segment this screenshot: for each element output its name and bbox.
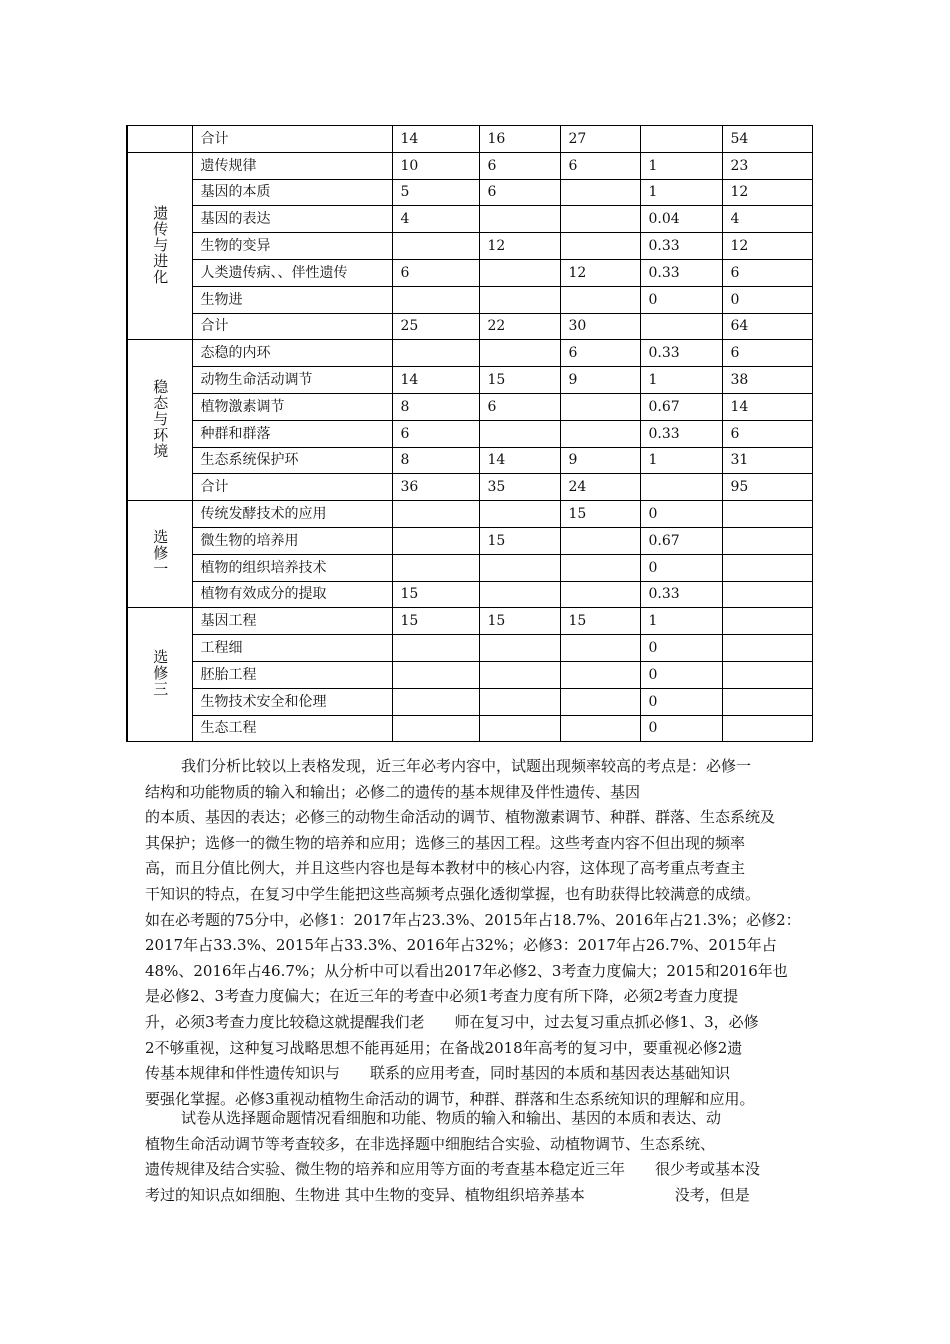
- value-cell: 0.33: [640, 420, 722, 447]
- value-cell: [560, 420, 640, 447]
- table-row: [127, 206, 812, 233]
- value-cell: 0: [640, 715, 722, 742]
- value-cell: 5: [392, 179, 479, 206]
- value-cell: 25: [392, 313, 479, 340]
- value-cell: 1: [640, 367, 722, 394]
- value-cell: [479, 501, 560, 528]
- value-cell: [560, 286, 640, 313]
- value-cell: [560, 527, 640, 554]
- value-cell: 0.33: [640, 233, 722, 260]
- value-cell: 0.04: [640, 206, 722, 233]
- value-cell: 0: [640, 286, 722, 313]
- value-cell: [560, 635, 640, 662]
- topic-cell: 植物的组织培养技术: [192, 554, 392, 581]
- value-cell: 6: [722, 420, 812, 447]
- table-row: [127, 447, 812, 474]
- topic-cell: 植物有效成分的提取: [192, 581, 392, 608]
- table-row: [127, 474, 812, 501]
- value-cell: [722, 715, 812, 742]
- value-cell: 9: [560, 367, 640, 394]
- value-cell: [640, 126, 722, 153]
- value-cell: 6: [560, 340, 640, 367]
- paragraph-line: 结构和功能物质的输入和输出；必修二的遗传的基本规律及伴性遗传、基因: [145, 782, 641, 801]
- value-cell: 12: [560, 259, 640, 286]
- paragraph-line: 2不够重视，这种复习战略思想不能再延用；在备战2018年高考的复习中，要重视必修2遗: [145, 1038, 743, 1057]
- section-label: [127, 126, 192, 153]
- value-cell: 23: [722, 152, 812, 179]
- value-cell: [640, 474, 722, 501]
- topic-cell: 合计: [192, 313, 392, 340]
- table-row: [127, 259, 812, 286]
- value-cell: [392, 661, 479, 688]
- value-cell: 16: [479, 126, 560, 153]
- value-cell: [560, 581, 640, 608]
- paragraph-line: 的本质、基因的表达；必修三的动物生命活动的调节、植物激素调节、种群、群落、生态系统及: [145, 808, 776, 827]
- value-cell: 0.67: [640, 393, 722, 420]
- value-cell: [722, 527, 812, 554]
- table-row: [127, 635, 812, 662]
- value-cell: [392, 635, 479, 662]
- value-cell: 27: [560, 126, 640, 153]
- value-cell: 0: [640, 661, 722, 688]
- value-cell: [560, 179, 640, 206]
- value-cell: [479, 340, 560, 367]
- value-cell: 36: [392, 474, 479, 501]
- value-cell: [560, 661, 640, 688]
- value-cell: 0.33: [640, 340, 722, 367]
- paragraph-line: 要强化掌握。必修3重视动植物生命活动的调节，种群、群落和生态系统知识的理解和应用。: [145, 1089, 755, 1108]
- value-cell: [479, 715, 560, 742]
- section-label-text: 稳态与环境: [151, 378, 170, 459]
- value-cell: 15: [560, 608, 640, 635]
- topic-cell: 生物技术安全和伦理: [192, 688, 392, 715]
- value-cell: [392, 554, 479, 581]
- value-cell: [640, 313, 722, 340]
- value-cell: 0.67: [640, 527, 722, 554]
- table-row: [127, 340, 812, 367]
- value-cell: 0.33: [640, 581, 722, 608]
- topic-cell: 胚胎工程: [192, 661, 392, 688]
- value-cell: 0: [640, 688, 722, 715]
- value-cell: 8: [392, 393, 479, 420]
- paragraph-line: 高，而且分值比例大，并且这些内容也是每本教材中的核心内容，这体现了高考重点考查主: [145, 859, 746, 878]
- value-cell: [479, 286, 560, 313]
- value-cell: 38: [722, 367, 812, 394]
- value-cell: [479, 661, 560, 688]
- value-cell: [560, 715, 640, 742]
- value-cell: [479, 259, 560, 286]
- table-row: [127, 179, 812, 206]
- value-cell: 22: [479, 313, 560, 340]
- value-cell: 0.33: [640, 259, 722, 286]
- value-cell: [392, 688, 479, 715]
- value-cell: 15: [479, 527, 560, 554]
- value-cell: 24: [560, 474, 640, 501]
- topic-cell: 动物生命活动调节: [192, 367, 392, 394]
- value-cell: [722, 581, 812, 608]
- value-cell: 14: [479, 447, 560, 474]
- value-cell: 1: [640, 179, 722, 206]
- value-cell: 0: [722, 286, 812, 313]
- value-cell: 14: [722, 393, 812, 420]
- value-cell: [722, 688, 812, 715]
- paragraph-line: 试卷从选择题命题情况看细胞和功能、物质的输入和输出、基因的本质和表达、动: [181, 1109, 722, 1127]
- value-cell: [722, 554, 812, 581]
- topic-cell: 种群和群落: [192, 420, 392, 447]
- table-row: [127, 286, 812, 313]
- value-cell: 15: [560, 501, 640, 528]
- topic-cell: 基因的本质: [192, 179, 392, 206]
- table-row: [127, 661, 812, 688]
- paragraph-line: 遗传规律及结合实验、微生物的培养和应用等方面的考查基本稳定近三年 很少考或基本没: [145, 1160, 761, 1179]
- topic-cell: 生物进: [192, 286, 392, 313]
- topic-cell: 微生物的培养用: [192, 527, 392, 554]
- table-row: [127, 554, 812, 581]
- value-cell: 35: [479, 474, 560, 501]
- topic-cell: 合计: [192, 126, 392, 153]
- value-cell: [560, 393, 640, 420]
- paragraph-line: 植物生命活动调节等考查较多，在非选择题中细胞结合实验、动植物调节、生态系统、: [145, 1134, 716, 1153]
- value-cell: [560, 233, 640, 260]
- value-cell: [722, 501, 812, 528]
- value-cell: 9: [560, 447, 640, 474]
- value-cell: 0: [640, 554, 722, 581]
- paragraph-line: 考过的知识点如细胞、生物进 其中生物的变异、植物组织培养基本 没考，但是: [145, 1185, 750, 1204]
- value-cell: 12: [722, 179, 812, 206]
- paragraph-line: 我们分析比较以上表格发现，近三年必考内容中，试题出现频率较高的考点是：必修一: [181, 757, 752, 775]
- value-cell: [392, 501, 479, 528]
- paragraph-line: 升，必须3考查力度比较稳这就提醒我们老 师在复习中，过去复习重点抓必修1、3，必修: [145, 1012, 759, 1031]
- table-row: [127, 608, 812, 635]
- value-cell: 15: [479, 367, 560, 394]
- table-row: [127, 715, 812, 742]
- value-cell: [722, 635, 812, 662]
- section-label: [127, 501, 192, 608]
- topic-cell: 基因的表达: [192, 206, 392, 233]
- exam-statistics-table: [126, 125, 813, 742]
- value-cell: 6: [392, 259, 479, 286]
- value-cell: 14: [392, 367, 479, 394]
- value-cell: 54: [722, 126, 812, 153]
- value-cell: 0: [640, 635, 722, 662]
- value-cell: [560, 206, 640, 233]
- section-label: [127, 340, 192, 501]
- value-cell: 31: [722, 447, 812, 474]
- paragraph-line: 48%、2016年占46.7%；从分析中可以看出2017年必修2、3考查力度偏大；2015和2016年也: [145, 961, 788, 980]
- paragraph-line: 干知识的特点，在复习中学生能把这些高频考点强化透彻掌握，也有助获得比较满意的成绩。: [145, 884, 761, 903]
- section-label: [127, 152, 192, 340]
- table-row: [127, 420, 812, 447]
- table-row: [127, 126, 812, 153]
- value-cell: [392, 715, 479, 742]
- value-cell: 1: [640, 152, 722, 179]
- section-label-text: 遗传与进化: [151, 204, 170, 285]
- section-label-text: 选修一: [151, 528, 170, 577]
- value-cell: [392, 340, 479, 367]
- value-cell: 6: [479, 152, 560, 179]
- value-cell: 0: [640, 501, 722, 528]
- paragraph-line: 传基本规律和伴性遗传知识与 联系的应用考查，同时基因的本质和基因表达基础知识: [145, 1064, 731, 1083]
- section-label-text: 选修三: [151, 649, 170, 698]
- value-cell: [479, 420, 560, 447]
- value-cell: [392, 233, 479, 260]
- value-cell: 64: [722, 313, 812, 340]
- topic-cell: 生物的变异: [192, 233, 392, 260]
- value-cell: [560, 554, 640, 581]
- value-cell: 15: [479, 608, 560, 635]
- table-row: [127, 393, 812, 420]
- paragraph-line: 如在必考题的75分中，必修1：2017年占23.3%、2015年占18.7%、2016年占21.3%；必修2：: [145, 910, 801, 929]
- table-row: [127, 581, 812, 608]
- value-cell: 6: [560, 152, 640, 179]
- value-cell: 12: [722, 233, 812, 260]
- topic-cell: 传统发酵技术的应用: [192, 501, 392, 528]
- value-cell: [560, 688, 640, 715]
- value-cell: [479, 688, 560, 715]
- value-cell: 15: [392, 608, 479, 635]
- value-cell: 10: [392, 152, 479, 179]
- value-cell: 14: [392, 126, 479, 153]
- topic-cell: 遗传规律: [192, 152, 392, 179]
- value-cell: 4: [722, 206, 812, 233]
- value-cell: [392, 286, 479, 313]
- topic-cell: 基因工程: [192, 608, 392, 635]
- value-cell: 4: [392, 206, 479, 233]
- value-cell: [722, 661, 812, 688]
- value-cell: 6: [392, 420, 479, 447]
- paragraph-line: 其保护；选修一的微生物的培养和应用；选修三的基因工程。这些考查内容不但出现的频率: [145, 833, 746, 852]
- value-cell: 95: [722, 474, 812, 501]
- topic-cell: 植物激素调节: [192, 393, 392, 420]
- value-cell: [722, 608, 812, 635]
- value-cell: 1: [640, 608, 722, 635]
- analysis-paragraph-2: [145, 1106, 813, 1208]
- value-cell: [479, 554, 560, 581]
- paragraph-line: 2017年占33.3%、2015年占33.3%、2016年占32%；必修3：2017年占26.7%、2015年占: [145, 936, 777, 955]
- topic-cell: 生态工程: [192, 715, 392, 742]
- value-cell: 6: [722, 340, 812, 367]
- analysis-paragraph-1: [145, 754, 813, 1112]
- value-cell: [479, 581, 560, 608]
- table-row: [127, 152, 812, 179]
- topic-cell: 人类遗传病、、伴性遗传: [192, 259, 392, 286]
- value-cell: 6: [479, 179, 560, 206]
- topic-cell: 合计: [192, 474, 392, 501]
- value-cell: [479, 635, 560, 662]
- value-cell: [479, 206, 560, 233]
- table-row: [127, 367, 812, 394]
- topic-cell: 生态系统保护环: [192, 447, 392, 474]
- value-cell: 30: [560, 313, 640, 340]
- value-cell: [392, 527, 479, 554]
- table-row: [127, 233, 812, 260]
- table-row: [127, 501, 812, 528]
- topic-cell: 态稳的内环: [192, 340, 392, 367]
- table-row: [127, 688, 812, 715]
- value-cell: 1: [640, 447, 722, 474]
- value-cell: 6: [722, 259, 812, 286]
- paragraph-line: 是必修2、3考查力度偏大；在近三年的考查中必须1考查力度有所下降，必须2考查力度提: [145, 987, 739, 1006]
- value-cell: 6: [479, 393, 560, 420]
- topic-cell: 工程细: [192, 635, 392, 662]
- table-row: [127, 527, 812, 554]
- section-label: [127, 608, 192, 742]
- value-cell: 12: [479, 233, 560, 260]
- value-cell: 8: [392, 447, 479, 474]
- table-row: [127, 313, 812, 340]
- value-cell: 15: [392, 581, 479, 608]
